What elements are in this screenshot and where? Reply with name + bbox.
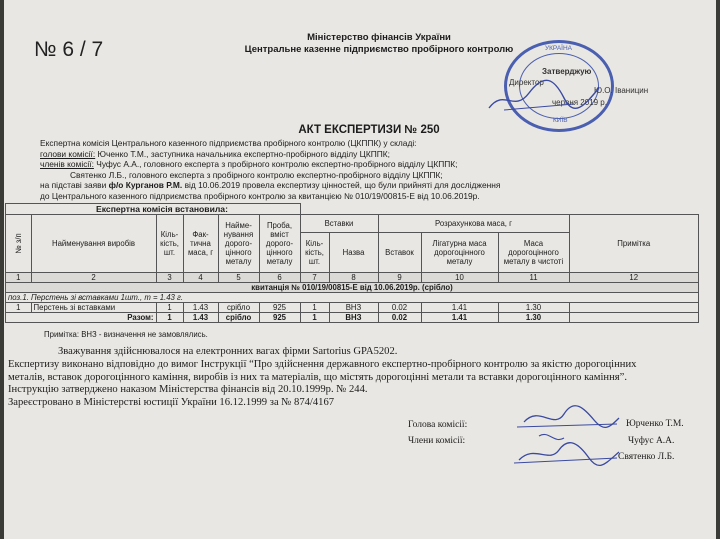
colnum-cell: 2 xyxy=(31,273,156,283)
position-row: поз.1. Перстень зі вставками 1шт., m = 1.43 г. xyxy=(6,293,699,303)
cell-metal: срібло xyxy=(218,303,259,313)
approval-title: Затверджую xyxy=(542,67,592,76)
cell-calc-pure: 1.30 xyxy=(498,303,569,313)
total-probe: 925 xyxy=(259,313,300,323)
paragraph-line-1: Експертизу виконано відповідно до вимог Інструкції “Про здійснення державного експертно-пробірного контролю за якістю дорогоцінних xyxy=(8,358,637,370)
stamp-country: УКРАЇНА xyxy=(545,45,572,52)
header-calc-pure: Маса дорогоцінного металу в чистоті xyxy=(498,233,569,273)
colnum-cell: 7 xyxy=(300,273,329,283)
cell-calc-lig: 1.41 xyxy=(421,303,498,313)
cell-note xyxy=(569,303,699,313)
cell-calc-ins: 0.02 xyxy=(378,303,421,313)
header-ins-qty: Кіль-кість, шт. xyxy=(300,233,329,273)
colnum-cell: 1 xyxy=(6,273,32,283)
table-footnote: Примітка: ВНЗ - визначення не замовлялись. xyxy=(44,330,208,339)
intro-line-1: Експертна комісія Центрального казенного підприємства пробірного контролю (ЦКППК) у складі: xyxy=(40,138,417,148)
approval-name: Ю.О. Іваницин xyxy=(594,86,649,95)
total-row xyxy=(6,313,699,323)
colnum-cell: 8 xyxy=(329,273,378,283)
header-metal: Найме-нування дорого-цінного металу xyxy=(218,215,259,273)
total-label: Разом: xyxy=(6,313,157,323)
header-mass: Фак-тична маса, г xyxy=(183,215,218,273)
colnum-cell: 11 xyxy=(498,273,569,283)
colnum-cell: 3 xyxy=(156,273,183,283)
colnum-cell: 10 xyxy=(421,273,498,283)
enterprise-name: Центральне казенне підприємство пробірного контролю xyxy=(244,44,514,55)
approval-date: червня 2019 р. xyxy=(552,98,607,107)
chair-text: Юченко Т.М., заступника начальника експертно-пробірного відділу ЦКППК; xyxy=(97,148,390,159)
total-mass: 1.43 xyxy=(183,313,218,323)
cell-num: 1 xyxy=(6,303,32,313)
handwritten-doc-number: № 6 / 7 xyxy=(34,38,104,61)
colnum-cell: 12 xyxy=(569,273,699,283)
header-inserts: Вставки xyxy=(300,215,378,233)
chair-label: голови комісії: xyxy=(40,148,96,159)
receipt-line: до Центрального казенного підприємства пробірного контролю за квитанцією № 010/19/00815-Е від 10.06.2019р. xyxy=(40,190,480,201)
cell-ins-qty: 1 xyxy=(300,303,329,313)
total-ins-name: ВНЗ xyxy=(329,313,378,323)
cell-qty: 1 xyxy=(156,303,183,313)
total-qty: 1 xyxy=(156,313,183,323)
total-metal: срібло xyxy=(218,313,259,323)
column-number-row xyxy=(6,273,699,283)
basis-post: від 10.06.2019 провела експертизу цінностей, що були прийняті для дослідження xyxy=(182,180,501,191)
chair-signature-name: Юрченко Т.М. xyxy=(626,419,684,429)
member1-text: Чуфус А.А., головного експерта з пробірного контролю експертно-пробірного відділу ЦКППК; xyxy=(96,159,458,170)
director-signature xyxy=(484,68,604,118)
colnum-cell: 5 xyxy=(218,273,259,283)
cell-probe: 925 xyxy=(259,303,300,313)
handwritten-signatures xyxy=(509,400,624,470)
total-calc-ins: 0.02 xyxy=(378,313,421,323)
chair-signature-label: Голова комісії: xyxy=(408,420,468,430)
act-intro xyxy=(10,138,570,202)
header-num: № з/п xyxy=(13,233,23,254)
basis-pre: на підставі заяви xyxy=(40,180,109,191)
paragraph-line-4: Зареєстровано в Міністерстві юстиції України 16.12.1999 за № 874/4167 xyxy=(8,397,335,409)
weighing-line: Зважування здійснювалося на електронних вагах фірми Sartorius GPA5202. xyxy=(58,346,398,357)
table-row xyxy=(6,303,699,313)
header-name: Найменування виробів xyxy=(31,215,156,273)
colnum-cell: 6 xyxy=(259,273,300,283)
header-calc-lig: Лігатурна маса дорогоцінного металу xyxy=(421,233,498,273)
receipt-row: квитанція № 010/19/00815-Е від 10.06.2019р. (срібло) xyxy=(6,283,699,293)
member2-signature-name: Святенко Л.Б. xyxy=(618,452,675,462)
colnum-cell: 4 xyxy=(183,273,218,283)
header-calc: Розрахункова маса, г xyxy=(378,215,569,233)
member2-text: Святенко Л.Б., головного експерта з пробірного контролю експертно-пробірного відділу ЦКППК; xyxy=(70,169,443,180)
paragraph-line-3: Інструкцію затверджено наказом Міністерства фінансів від 20.10.1999р. № 244. xyxy=(8,384,368,396)
total-ins-qty: 1 xyxy=(300,313,329,323)
approval-role: Директор xyxy=(509,78,544,87)
header-probe: Проба, вміст дорого-цінного металу xyxy=(259,215,300,273)
applicant-name: ф/о Курганов Р.М. xyxy=(108,180,183,191)
commission-title: Експертна комісія встановила: xyxy=(6,204,301,215)
act-title: АКТ ЕКСПЕРТИЗИ № 250 xyxy=(298,124,440,136)
ministry-name: Міністерство фінансів України xyxy=(307,32,451,43)
expertise-table xyxy=(5,203,699,323)
cell-mass: 1.43 xyxy=(183,303,218,313)
header-note: Примітка xyxy=(569,215,699,273)
total-calc-lig: 1.41 xyxy=(421,313,498,323)
document-page xyxy=(4,0,716,539)
colnum-cell: 9 xyxy=(378,273,421,283)
member1-signature-name: Чуфус А.А. xyxy=(628,436,675,446)
cell-name: Перстень зі вставками xyxy=(31,303,156,313)
header-ins-name: Назва xyxy=(329,233,378,273)
total-calc-pure: 1.30 xyxy=(498,313,569,323)
header-qty: Кіль-кість, шт. xyxy=(156,215,183,273)
cell-ins-name: ВНЗ xyxy=(329,303,378,313)
paragraph-line-2: металів, вставок дорогоцінного каміння, виробів із них та матеріалів, що містять дорогоцінні метали та вставки дорогоцінного каміння”. xyxy=(8,371,627,383)
total-note xyxy=(569,313,699,323)
stamp-city: КИЇВ xyxy=(553,117,568,124)
members-label: членів комісії: xyxy=(40,159,94,170)
header-calc-ins: Вставок xyxy=(378,233,421,273)
members-signature-label: Члени комісії: xyxy=(408,436,466,446)
